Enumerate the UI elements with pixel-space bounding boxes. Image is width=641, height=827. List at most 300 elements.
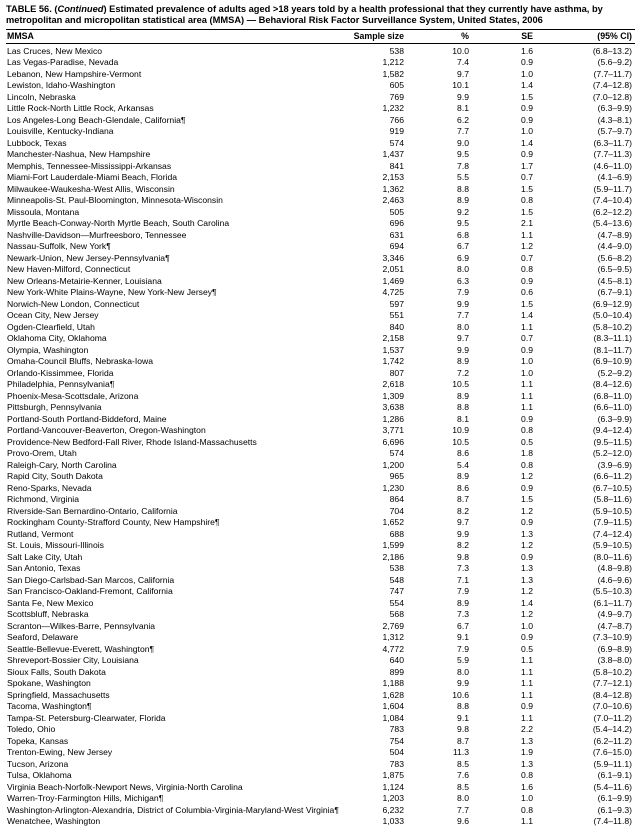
table-row (6, 137, 635, 149)
cell-mmsa-name: Nashville-Davidson—Murfreesboro, Tennessee (7, 229, 187, 240)
cell-percent: 9.6 (457, 816, 469, 827)
cell-sample-size: 2,463 (382, 195, 404, 206)
table-row (6, 735, 635, 747)
cell-confidence-interval: (7.7–11.3) (593, 149, 632, 160)
cell-percent: 7.7 (457, 310, 469, 321)
cell-sample-size: 605 (389, 80, 404, 91)
cell-percent: 8.9 (457, 471, 469, 482)
cell-standard-error: 1.3 (521, 574, 533, 585)
cell-sample-size: 568 (389, 609, 404, 620)
table-row (6, 666, 635, 678)
cell-mmsa-name: Richmond, Virginia (7, 494, 79, 505)
cell-mmsa-name: Minneapolis-St. Paul-Bloomington, Minnesota-Wisconsin (7, 195, 223, 206)
cell-mmsa-name: Rockingham County-Strafford County, New Hampshire¶ (7, 517, 220, 528)
cell-standard-error: 1.5 (521, 298, 533, 309)
cell-standard-error: 1.0 (521, 367, 533, 378)
cell-percent: 7.9 (457, 586, 469, 597)
cell-sample-size: 3,346 (382, 252, 404, 263)
cell-mmsa-name: San Francisco-Oakland-Fremont, California (7, 586, 173, 597)
column-header-se: SE (498, 29, 560, 43)
cell-confidence-interval: (6.7–10.5) (592, 482, 632, 493)
cell-standard-error: 1.9 (521, 747, 533, 758)
table-row (6, 459, 635, 471)
cell-confidence-interval: (4.6–11.0) (593, 160, 632, 171)
cell-confidence-interval: (5.9–10.5) (592, 540, 632, 551)
cell-percent: 8.7 (457, 494, 469, 505)
column-header-percent: % (428, 29, 498, 43)
cell-confidence-interval: (4.8–9.8) (597, 563, 632, 574)
table-row (6, 264, 635, 276)
cell-mmsa-name: Myrtle Beach-Conway-North Myrtle Beach, South Carolina (7, 218, 230, 229)
cell-percent: 8.6 (457, 482, 469, 493)
cell-mmsa-name: San Diego-Carlsbad-San Marcos, California (7, 574, 175, 585)
cell-standard-error: 1.1 (521, 666, 533, 677)
cell-standard-error: 1.1 (521, 321, 533, 332)
table-row (6, 310, 635, 322)
cell-confidence-interval: (5.7–9.7) (597, 126, 632, 137)
cell-sample-size: 1,875 (382, 770, 404, 781)
cell-percent: 8.1 (457, 413, 469, 424)
cell-percent: 7.8 (457, 160, 469, 171)
cell-mmsa-name: Las Vegas-Paradise, Nevada (7, 57, 119, 68)
cell-percent: 8.6 (457, 448, 469, 459)
cell-standard-error: 0.9 (521, 632, 533, 643)
cell-confidence-interval: (7.7–12.1) (592, 678, 632, 689)
cell-percent: 8.9 (457, 390, 469, 401)
cell-mmsa-name: Providence-New Bedford-Fall River, Rhode Island-Massachusetts (7, 436, 257, 447)
cell-mmsa-name: St. Louis, Missouri-Illinois (7, 540, 104, 551)
cell-mmsa-name: Virginia Beach-Norfolk-Newport News, Virginia-North Carolina (7, 781, 243, 792)
cell-mmsa-name: Los Angeles-Long Beach-Glendale, California¶ (7, 114, 186, 125)
cell-mmsa-name: Tulsa, Oklahoma (7, 770, 72, 781)
table-row (6, 425, 635, 437)
cell-confidence-interval: (5.4–13.6) (592, 218, 632, 229)
cell-confidence-interval: (4.9–9.7) (597, 609, 632, 620)
cell-percent: 7.7 (457, 126, 469, 137)
cell-percent: 10.5 (452, 379, 469, 390)
cell-standard-error: 0.9 (521, 57, 533, 68)
column-header-mmsa: MMSA (6, 29, 336, 43)
table-row (6, 540, 635, 552)
table-row (6, 241, 635, 253)
table-row (6, 298, 635, 310)
cell-mmsa-name: Miami-Fort Lauderdale-Miami Beach, Florida (7, 172, 178, 183)
cell-sample-size: 783 (389, 758, 404, 769)
cell-mmsa-name: Memphis, Tennessee-Mississippi-Arkansas (7, 160, 172, 171)
cell-standard-error: 1.1 (521, 402, 533, 413)
table-title-continued: Continued (57, 4, 104, 14)
cell-percent: 6.7 (457, 241, 469, 252)
cell-sample-size: 2,618 (382, 379, 404, 390)
cell-sample-size: 1,312 (382, 632, 404, 643)
cell-confidence-interval: (9.5–11.5) (593, 436, 632, 447)
cell-standard-error: 1.4 (521, 597, 533, 608)
table-row (6, 413, 635, 425)
cell-confidence-interval: (4.1–6.9) (597, 172, 632, 183)
cell-confidence-interval: (5.9–10.5) (592, 505, 632, 516)
cell-sample-size: 1,203 (382, 793, 404, 804)
cell-standard-error: 1.0 (521, 68, 533, 79)
cell-confidence-interval: (5.6–9.2) (597, 57, 632, 68)
cell-standard-error: 1.4 (521, 310, 533, 321)
cell-mmsa-name: Ocean City, New Jersey (7, 310, 99, 321)
cell-sample-size: 754 (389, 735, 404, 746)
cell-standard-error: 0.9 (521, 149, 533, 160)
cell-confidence-interval: (3.9–6.9) (597, 459, 632, 470)
cell-percent: 8.8 (457, 402, 469, 413)
cell-sample-size: 807 (389, 367, 404, 378)
cell-confidence-interval: (6.9–8.9) (597, 643, 632, 654)
cell-sample-size: 1,309 (382, 390, 404, 401)
table-row (6, 643, 635, 655)
cell-confidence-interval: (5.8–11.6) (593, 494, 632, 505)
cell-sample-size: 574 (389, 137, 404, 148)
table-row (6, 597, 635, 609)
cell-confidence-interval: (4.3–8.1) (597, 114, 632, 125)
cell-standard-error: 1.2 (521, 586, 533, 597)
cell-sample-size: 505 (389, 206, 404, 217)
cell-sample-size: 4,772 (382, 643, 404, 654)
cell-mmsa-name: Tacoma, Washington¶ (7, 701, 92, 712)
cell-standard-error: 1.3 (521, 563, 533, 574)
cell-percent: 6.7 (457, 620, 469, 631)
table-row (6, 528, 635, 540)
cell-standard-error: 1.7 (521, 160, 533, 171)
cell-sample-size: 504 (389, 747, 404, 758)
cell-percent: 6.8 (457, 229, 469, 240)
cell-mmsa-name: Trenton-Ewing, New Jersey (7, 747, 113, 758)
cell-standard-error: 1.1 (521, 678, 533, 689)
cell-standard-error: 1.5 (521, 91, 533, 102)
table-row (6, 390, 635, 402)
cell-sample-size: 694 (389, 241, 404, 252)
table-row (6, 43, 635, 56)
cell-confidence-interval: (3.8–8.0) (597, 655, 632, 666)
table-row (6, 229, 635, 241)
cell-sample-size: 864 (389, 494, 404, 505)
cell-mmsa-name: Portland-Vancouver-Beaverton, Oregon-Washington (7, 425, 206, 436)
table-row (6, 344, 635, 356)
cell-standard-error: 1.1 (521, 390, 533, 401)
cell-mmsa-name: Wenatchee, Washington (7, 816, 101, 827)
table-row (6, 149, 635, 161)
cell-percent: 7.9 (457, 643, 469, 654)
table-row (6, 712, 635, 724)
cell-confidence-interval: (8.3–11.1) (593, 333, 632, 344)
cell-standard-error: 0.8 (521, 770, 533, 781)
table-row (6, 160, 635, 172)
cell-confidence-interval: (6.1–9.3) (597, 804, 632, 815)
cell-sample-size: 696 (389, 218, 404, 229)
cell-mmsa-name: Raleigh-Cary, North Carolina (7, 459, 117, 470)
cell-sample-size: 2,158 (382, 333, 404, 344)
cell-mmsa-name: Scottsbluff, Nebraska (7, 609, 89, 620)
cell-percent: 8.8 (457, 183, 469, 194)
cell-mmsa-name: Spokane, Washington (7, 678, 91, 689)
cell-sample-size: 2,186 (382, 551, 404, 562)
cell-percent: 7.3 (457, 609, 469, 620)
cell-confidence-interval: (5.9–11.1) (593, 758, 632, 769)
cell-confidence-interval: (7.0–11.2) (593, 712, 632, 723)
table-row (6, 68, 635, 80)
cell-confidence-interval: (5.2–12.0) (592, 448, 632, 459)
cell-standard-error: 0.8 (521, 195, 533, 206)
cell-percent: 10.9 (452, 425, 469, 436)
cell-confidence-interval: (8.4–12.8) (592, 689, 632, 700)
cell-standard-error: 1.4 (521, 80, 533, 91)
cell-standard-error: 0.7 (521, 333, 533, 344)
cell-mmsa-name: Provo-Orem, Utah (7, 448, 77, 459)
table-row (6, 57, 635, 69)
cell-percent: 8.2 (457, 505, 469, 516)
cell-confidence-interval: (5.8–10.2) (592, 321, 632, 332)
table-row (6, 471, 635, 483)
cell-confidence-interval: (6.7–9.1) (597, 287, 632, 298)
cell-mmsa-name: Ogden-Clearfield, Utah (7, 321, 95, 332)
table-row (6, 793, 635, 805)
cell-standard-error: 0.5 (521, 436, 533, 447)
cell-sample-size: 704 (389, 505, 404, 516)
cell-percent: 8.9 (457, 195, 469, 206)
table-row (6, 103, 635, 115)
cell-percent: 8.2 (457, 540, 469, 551)
cell-confidence-interval: (9.4–12.4) (592, 425, 632, 436)
cell-percent: 8.9 (457, 597, 469, 608)
cell-percent: 6.3 (457, 275, 469, 286)
cell-standard-error: 1.4 (521, 137, 533, 148)
cell-mmsa-name: Rutland, Vermont (7, 528, 74, 539)
cell-percent: 9.7 (457, 68, 469, 79)
cell-standard-error: 0.9 (521, 103, 533, 114)
table-row (6, 701, 635, 713)
cell-sample-size: 538 (389, 563, 404, 574)
table-row (6, 620, 635, 632)
cell-confidence-interval: (6.2–11.2) (593, 735, 632, 746)
cell-mmsa-name: New York-White Plains-Wayne, New York-New Jersey¶ (7, 287, 217, 298)
cell-mmsa-name: Tampa-St. Petersburg-Clearwater, Florida (7, 712, 166, 723)
cell-sample-size: 1,232 (382, 103, 404, 114)
cell-confidence-interval: (7.7–11.7) (593, 68, 632, 79)
cell-percent: 8.8 (457, 701, 469, 712)
cell-standard-error: 1.8 (521, 448, 533, 459)
cell-confidence-interval: (7.4–12.4) (592, 528, 632, 539)
cell-confidence-interval: (6.2–12.2) (592, 206, 632, 217)
cell-percent: 9.5 (457, 218, 469, 229)
cell-mmsa-name: Portland-South Portland-Biddeford, Maine (7, 413, 167, 424)
cell-standard-error: 2.1 (521, 218, 533, 229)
table-row (6, 609, 635, 621)
cell-confidence-interval: (6.3–11.7) (593, 137, 632, 148)
cell-standard-error: 0.9 (521, 275, 533, 286)
cell-mmsa-name: Santa Fe, New Mexico (7, 597, 94, 608)
cell-percent: 8.0 (457, 264, 469, 275)
cell-standard-error: 0.9 (521, 482, 533, 493)
cell-mmsa-name: New Haven-Milford, Connecticut (7, 264, 131, 275)
cell-percent: 6.2 (457, 114, 469, 125)
cell-percent: 9.5 (457, 149, 469, 160)
cell-percent: 7.2 (457, 367, 469, 378)
cell-percent: 9.1 (457, 632, 469, 643)
table-row (6, 747, 635, 759)
cell-mmsa-name: Rapid City, South Dakota (7, 471, 103, 482)
cell-mmsa-name: Milwaukee-Waukesha-West Allis, Wisconsin (7, 183, 175, 194)
table-row (6, 91, 635, 103)
cell-percent: 7.6 (457, 770, 469, 781)
table-row (6, 816, 635, 827)
cell-sample-size: 769 (389, 91, 404, 102)
cell-standard-error: 0.9 (521, 551, 533, 562)
table-row (6, 172, 635, 184)
cell-standard-error: 1.2 (521, 241, 533, 252)
cell-standard-error: 0.9 (521, 413, 533, 424)
cell-standard-error: 0.8 (521, 264, 533, 275)
cell-mmsa-name: Omaha-Council Bluffs, Nebraska-Iowa (7, 356, 153, 367)
cell-standard-error: 0.9 (521, 701, 533, 712)
table-row (6, 183, 635, 195)
cell-sample-size: 1,742 (382, 356, 404, 367)
cell-sample-size: 1,033 (382, 816, 404, 827)
cell-mmsa-name: Lebanon, New Hampshire-Vermont (7, 68, 142, 79)
table-row (6, 804, 635, 816)
cell-percent: 8.0 (457, 666, 469, 677)
cell-confidence-interval: (5.4–11.6) (593, 781, 632, 792)
cell-standard-error: 0.8 (521, 459, 533, 470)
cell-standard-error: 1.3 (521, 758, 533, 769)
cell-standard-error: 0.8 (521, 425, 533, 436)
cell-standard-error: 0.9 (521, 517, 533, 528)
table-row (6, 321, 635, 333)
cell-standard-error: 1.1 (521, 816, 533, 827)
cell-standard-error: 1.6 (521, 45, 533, 56)
cell-percent: 6.9 (457, 252, 469, 263)
cell-sample-size: 1,469 (382, 275, 404, 286)
cell-sample-size: 554 (389, 597, 404, 608)
table-row (6, 678, 635, 690)
cell-percent: 9.9 (457, 344, 469, 355)
cell-sample-size: 574 (389, 448, 404, 459)
cell-percent: 7.7 (457, 804, 469, 815)
cell-percent: 9.1 (457, 712, 469, 723)
table-row (6, 379, 635, 391)
cell-percent: 9.8 (457, 724, 469, 735)
cell-mmsa-name: Reno-Sparks, Nevada (7, 482, 92, 493)
cell-mmsa-name: Little Rock-North Little Rock, Arkansas (7, 103, 154, 114)
cell-mmsa-name: New Orleans-Metairie-Kenner, Louisiana (7, 275, 162, 286)
cell-standard-error: 1.1 (521, 655, 533, 666)
cell-sample-size: 6,232 (382, 804, 404, 815)
cell-sample-size: 965 (389, 471, 404, 482)
cell-percent: 9.8 (457, 551, 469, 562)
cell-percent: 10.6 (452, 689, 469, 700)
cell-mmsa-name: Salt Lake City, Utah (7, 551, 83, 562)
cell-mmsa-name: Tucson, Arizona (7, 758, 69, 769)
cell-mmsa-name: Missoula, Montana (7, 206, 80, 217)
cell-percent: 8.7 (457, 735, 469, 746)
cell-confidence-interval: (4.7–8.7) (597, 620, 632, 631)
cell-percent: 8.5 (457, 781, 469, 792)
cell-sample-size: 4,725 (382, 287, 404, 298)
cell-mmsa-name: Phoenix-Mesa-Scottsdale, Arizona (7, 390, 139, 401)
cell-standard-error: 1.1 (521, 379, 533, 390)
cell-standard-error: 0.9 (521, 344, 533, 355)
table-row (6, 770, 635, 782)
table-row (6, 126, 635, 138)
cell-percent: 9.9 (457, 678, 469, 689)
table-row (6, 80, 635, 92)
cell-sample-size: 2,769 (382, 620, 404, 631)
cell-mmsa-name: Orlando-Kissimmee, Florida (7, 367, 114, 378)
cell-mmsa-name: Toledo, Ohio (7, 724, 56, 735)
cell-sample-size: 1,188 (382, 678, 404, 689)
cell-mmsa-name: Las Cruces, New Mexico (7, 45, 103, 56)
cell-percent: 10.0 (452, 45, 469, 56)
cell-confidence-interval: (5.0–10.4) (592, 310, 632, 321)
cell-confidence-interval: (4.6–9.6) (597, 574, 632, 585)
cell-sample-size: 766 (389, 114, 404, 125)
cell-mmsa-name: Lincoln, Nebraska (7, 91, 76, 102)
cell-standard-error: 1.1 (521, 712, 533, 723)
cell-sample-size: 631 (389, 229, 404, 240)
table-row (6, 448, 635, 460)
cell-confidence-interval: (7.0–12.8) (592, 91, 632, 102)
cell-sample-size: 783 (389, 724, 404, 735)
cell-confidence-interval: (7.4–10.4) (592, 195, 632, 206)
cell-percent: 8.1 (457, 103, 469, 114)
cell-percent: 9.0 (457, 137, 469, 148)
cell-percent: 9.9 (457, 91, 469, 102)
cell-percent: 7.1 (457, 574, 469, 585)
cell-confidence-interval: (6.8–11.0) (593, 390, 632, 401)
cell-mmsa-name: San Antonio, Texas (7, 563, 81, 574)
table-row (6, 563, 635, 575)
cell-mmsa-name: Nassau-Suffolk, New York¶ (7, 241, 111, 252)
cell-mmsa-name: Olympia, Washington (7, 344, 89, 355)
cell-mmsa-name: Newark-Union, New Jersey-Pennsylvania¶ (7, 252, 170, 263)
cell-standard-error: 0.9 (521, 114, 533, 125)
cell-percent: 5.4 (457, 459, 469, 470)
cell-sample-size: 2,051 (382, 264, 404, 275)
cell-standard-error: 0.5 (521, 643, 533, 654)
cell-standard-error: 1.0 (521, 356, 533, 367)
column-header-sample-size: Sample size (336, 29, 428, 43)
table-row (6, 436, 635, 448)
cell-sample-size: 1,628 (382, 689, 404, 700)
cell-confidence-interval: (8.4–12.6) (592, 379, 632, 390)
cell-standard-error: 1.5 (521, 494, 533, 505)
table-row (6, 781, 635, 793)
cell-standard-error: 2.2 (521, 724, 533, 735)
cell-mmsa-name: Topeka, Kansas (7, 735, 69, 746)
cell-mmsa-name: Manchester-Nashua, New Hampshire (7, 149, 151, 160)
cell-sample-size: 640 (389, 655, 404, 666)
cell-confidence-interval: (6.3–9.9) (597, 103, 632, 114)
cell-confidence-interval: (6.1–11.7) (593, 597, 632, 608)
cell-sample-size: 688 (389, 528, 404, 539)
cell-mmsa-name: Lewiston, Idaho-Washington (7, 80, 116, 91)
cell-sample-size: 841 (389, 160, 404, 171)
cell-percent: 5.9 (457, 655, 469, 666)
cell-confidence-interval: (5.8–10.2) (592, 666, 632, 677)
table-row (6, 287, 635, 299)
cell-standard-error: 1.2 (521, 540, 533, 551)
cell-standard-error: 0.7 (521, 172, 533, 183)
cell-confidence-interval: (7.4–12.8) (592, 80, 632, 91)
cell-percent: 9.9 (457, 528, 469, 539)
cell-sample-size: 1,537 (382, 344, 404, 355)
table-row (6, 494, 635, 506)
cell-sample-size: 2,153 (382, 172, 404, 183)
cell-percent: 9.2 (457, 206, 469, 217)
